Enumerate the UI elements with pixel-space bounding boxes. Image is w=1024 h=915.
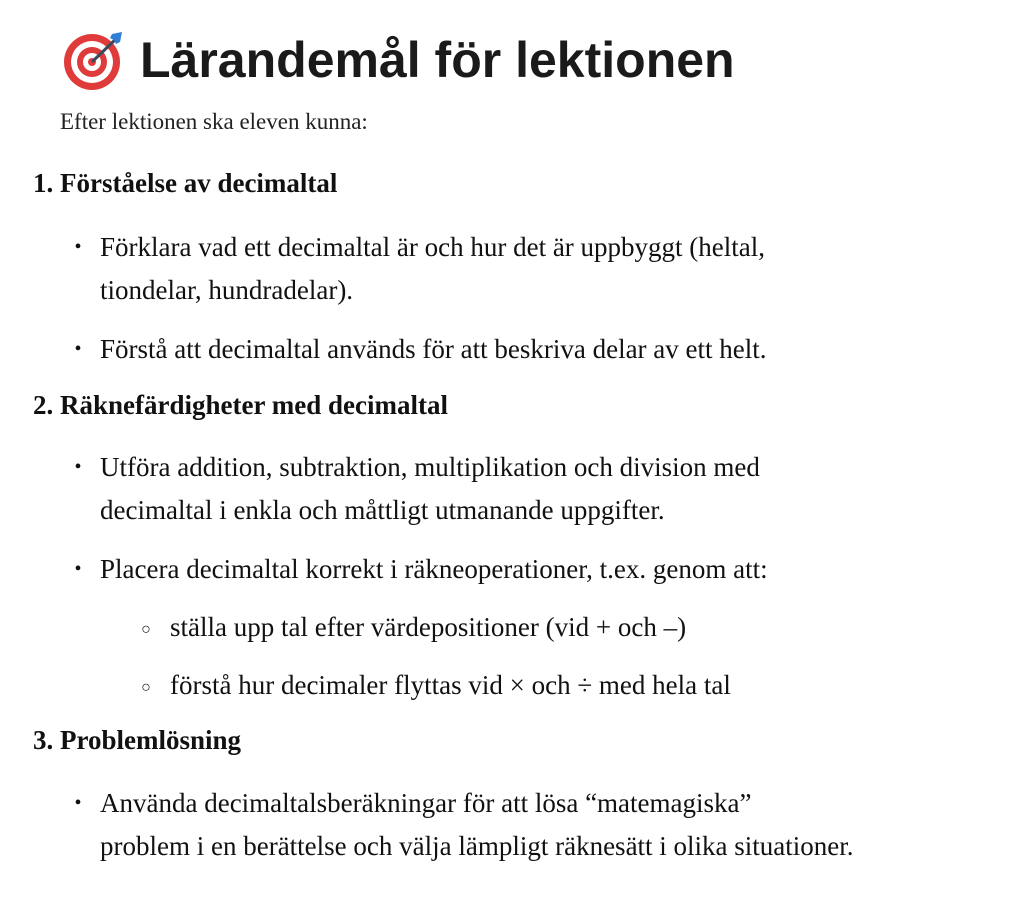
list-item-line: tiondelar, hundradelar). [100, 275, 354, 305]
intro-text: Efter lektionen ska eleven kunna: [60, 109, 368, 134]
list-item-line: Använda decimaltalsberäkningar för att lösa “matemagiska” [100, 788, 752, 818]
section-heading-1: 1. Förståelse av decimaltal [33, 168, 338, 198]
bullet-dot-icon: • [74, 456, 82, 478]
section-heading-3: 3. Problemlösning [33, 725, 242, 755]
list-item-line: Förklara vad ett decimaltal är och hur det är uppbyggt (heltal, [100, 232, 766, 262]
bullet-dot-icon: • [74, 236, 82, 258]
bullet-dot-icon: • [74, 558, 82, 580]
list-item [74, 548, 1010, 591]
list-item [74, 226, 1010, 312]
sub-list-item [141, 606, 1010, 649]
list-item [74, 328, 1010, 371]
sub-list-item-text: ställa upp tal efter värdepositioner (vid + och –) [170, 612, 687, 642]
page-title-row [62, 26, 735, 94]
list-item-line: Utföra addition, subtraktion, multiplikation och division med [100, 452, 760, 482]
target-dart-icon [62, 28, 126, 92]
sub-list-item [141, 664, 1010, 707]
circle-bullet-icon: ○ [141, 679, 151, 696]
list-item-line: Förstå att decimaltal används för att beskriva delar av ett helt. [100, 334, 767, 364]
list-item-line: problem i en berättelse och välja lämpligt räknesätt i olika situationer. [100, 831, 854, 861]
list-item-line: Placera decimaltal korrekt i räkneoperationer, t.ex. genom att: [100, 554, 768, 584]
bullet-dot-icon: • [74, 792, 82, 814]
page-title: Lärandemål för lektionen [140, 32, 735, 88]
list-item [74, 446, 1010, 532]
sub-list-item-text: förstå hur decimaler flyttas vid × och ÷ med hela tal [170, 670, 731, 700]
section-heading-2: 2. Räknefärdigheter med decimaltal [33, 390, 448, 420]
list-item-line: decimaltal i enkla och måttligt utmanande uppgifter. [100, 495, 665, 525]
circle-bullet-icon: ○ [141, 621, 151, 638]
list-item [74, 782, 1010, 868]
bullet-dot-icon: • [74, 338, 82, 360]
